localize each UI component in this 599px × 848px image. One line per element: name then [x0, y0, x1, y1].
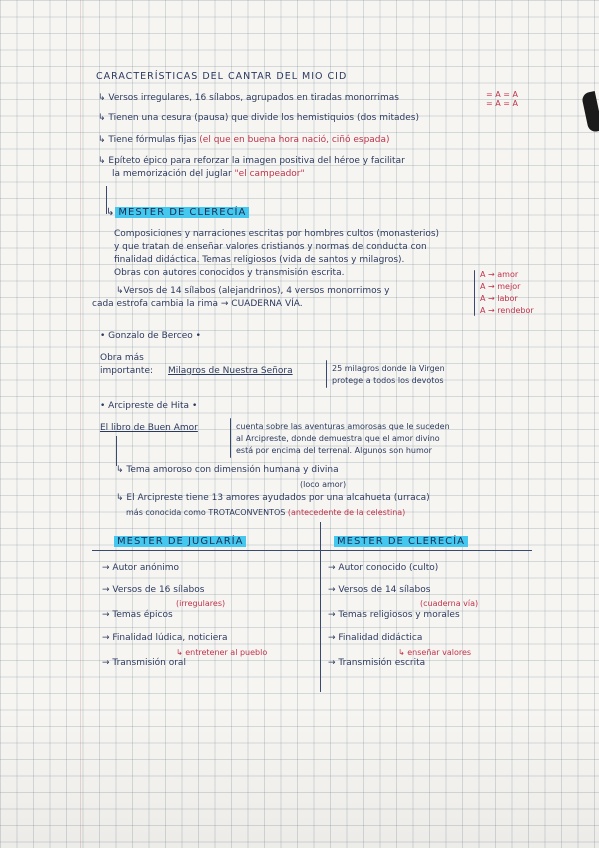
col1-item-4-note-text: entretener al pueblo [185, 648, 268, 657]
berceo-name: • Gonzalo de Berceo • [100, 331, 201, 341]
hita-line-1: ↳ El Arcipreste tiene 13 amores ayudados por una alcahueta (urraca) [116, 493, 430, 503]
col1-item-3: → Temas épicos [102, 610, 173, 620]
page-shadow [0, 708, 599, 848]
col1-title-text: MESTER DE JUGLARÍA [114, 536, 246, 547]
cantar-line-3-text: Tiene fórmulas fijas [108, 135, 197, 145]
table-col2-title [334, 535, 468, 548]
hita-line-2-text: más conocida como TROTACONVENTOS [126, 508, 286, 517]
berceo-brace [326, 360, 327, 388]
col2-item-4-note-text: enseñar valores [407, 648, 472, 657]
hita-note-1: cuenta sobre las aventuras amorosas que le suceden [236, 422, 450, 431]
hita-line-2 [126, 506, 405, 519]
col1-item-1: → Autor anónimo [102, 563, 180, 573]
clerecia-p6: cada estrofa cambia la rima → CUADERNA VÍA. [92, 299, 303, 309]
hita-tema: ↳ Tema amoroso con dimensión humana y divina [116, 465, 339, 475]
hita-book: El libro de Buen Amor [100, 423, 198, 433]
col1-item-5: → Transmisión oral [102, 658, 186, 668]
col2-item-5: → Transmisión escrita [328, 658, 426, 668]
col2-item-4-note: ↳ enseñar valores [398, 648, 472, 657]
col1-item-3-text: Temas épicos [112, 610, 173, 620]
clerecia-p3: finalidad didáctica. Temas religiosos (vida de santos y milagros). [114, 255, 405, 265]
col2-item-5-text: Transmisión escrita [338, 658, 426, 668]
berceo-obra-title: Milagros de Nuestra Señora [168, 366, 293, 376]
cantar-line-1-text: Versos irregulares, 16 sílabos, agrupados en tiradas monorrimas [108, 93, 399, 103]
table-col1-title [114, 535, 246, 548]
col1-item-1-text: Autor anónimo [112, 563, 180, 573]
rhyme-2: A → mejor [480, 282, 521, 291]
col1-item-4-text: Finalidad lúdica, noticiera [112, 633, 228, 643]
clerecia-p5: ↳Versos de 14 sílabos (alejandrinos), 4 versos monorrimos y [116, 286, 390, 296]
cantar-line-2-text: Tienen una cesura (pausa) que divide los hemistiquios (dos mitades) [108, 113, 419, 123]
col2-item-4-text: Finalidad didáctica [338, 633, 423, 643]
berceo-name-text: Gonzalo de Berceo [108, 331, 193, 341]
table-header-rule [92, 550, 532, 551]
col2-item-1: → Autor conocido (culto) [328, 563, 439, 573]
rhyme-scheme-note: = A = A = A = A [486, 90, 518, 108]
cantar-line-4-example: "el campeador" [234, 169, 305, 179]
col2-item-2: → Versos de 14 sílabos [328, 585, 431, 595]
rhyme-brace [474, 270, 475, 316]
berceo-obra-label-1: Obra más [100, 353, 144, 363]
col1-item-2-note: (irregulares) [176, 599, 226, 608]
rhyme-1: A → amor [480, 270, 519, 279]
hita-tema-note: (loco amor) [300, 480, 347, 489]
cantar-line-4-text: Epíteto épico para reforzar la imagen positiva del héroe y facilitar [108, 156, 405, 166]
clerecia-title: MESTER DE CLERECÍA [115, 207, 249, 218]
col1-item-4: → Finalidad lúdica, noticiera [102, 633, 228, 643]
hita-name: • Arcipreste de Hita • [100, 401, 198, 411]
col2-item-2-text: Versos de 14 sílabos [338, 585, 431, 595]
berceo-note-1: 25 milagros donde la Virgen [332, 364, 445, 373]
cantar-line-4b-text: la memorización del juglar [112, 169, 232, 179]
col1-item-2-text: Versos de 16 sílabos [112, 585, 205, 595]
hita-brace [230, 418, 231, 458]
clerecia-p5-text: Versos de 14 sílabos (alejandrinos), 4 versos monorrimos y [123, 286, 390, 296]
col1-item-5-text: Transmisión oral [112, 658, 186, 668]
col2-item-1-text: Autor conocido (culto) [338, 563, 439, 573]
hita-note-3: está por encima del terrenal. Algunos son humor [236, 446, 432, 455]
cantar-line-2: ↳ Tienen una cesura (pausa) que divide los hemistiquios (dos mitades) [98, 113, 419, 123]
rhyme-3: A → labor [480, 294, 518, 303]
col1-item-4-note: ↳ entretener al pueblo [176, 648, 268, 657]
col2-title-text: MESTER DE CLERECÍA [334, 536, 468, 547]
clerecia-heading: ↳ MESTER DE CLERECÍA [106, 206, 249, 219]
clerecia-p2: y que tratan de enseñar valores cristianos y normas de conducta con [114, 242, 427, 252]
hita-line-1-text: El Arcipreste tiene 13 amores ayudados por una alcahueta (urraca) [126, 493, 430, 503]
berceo-obra-label-2: importante: [100, 366, 154, 376]
page-heading: CARACTERÍSTICAS DEL CANTAR DEL MIO CID [96, 71, 348, 82]
col2-item-2-note: (cuaderna vía) [420, 599, 479, 608]
hita-tema-text: Tema amoroso con dimensión humana y divina [126, 465, 339, 475]
col1-item-2: → Versos de 16 sílabos [102, 585, 205, 595]
cantar-line-1: ↳ Versos irregulares, 16 sílabos, agrupados en tiradas monorrimas [98, 93, 399, 103]
clerecia-p1: Composiciones y narraciones escritas por hombres cultos (monasterios) [114, 229, 440, 239]
binder-clip [581, 91, 599, 133]
berceo-note-2: protege a todos los devotos [332, 376, 444, 385]
cantar-line-3-example: (el que en buena hora nació, ciñó espada) [199, 135, 390, 145]
clerecia-p4: Obras con autores conocidos y transmisión escrita. [114, 268, 345, 278]
col2-item-3: → Temas religiosos y morales [328, 610, 460, 620]
hita-connector [116, 436, 117, 466]
cantar-line-4: ↳ Epíteto épico para reforzar la imagen positiva del héroe y facilitar [98, 156, 405, 166]
rhyme-4: A → rendebor [480, 306, 534, 315]
col2-item-4: → Finalidad didáctica [328, 633, 423, 643]
cantar-line-4b [112, 168, 305, 181]
cantar-line-3: ↳ Tiene fórmulas fijas (el que en buena hora nació, ciñó espada) [98, 135, 390, 145]
col2-item-3-text: Temas religiosos y morales [338, 610, 460, 620]
hita-name-text: Arcipreste de Hita [108, 401, 190, 411]
hita-note-2: al Arcipreste, donde demuestra que el amor divino [236, 434, 440, 443]
hita-line-2-note: (antecedente de la celestina) [287, 508, 406, 517]
table-column-divider [320, 522, 321, 692]
